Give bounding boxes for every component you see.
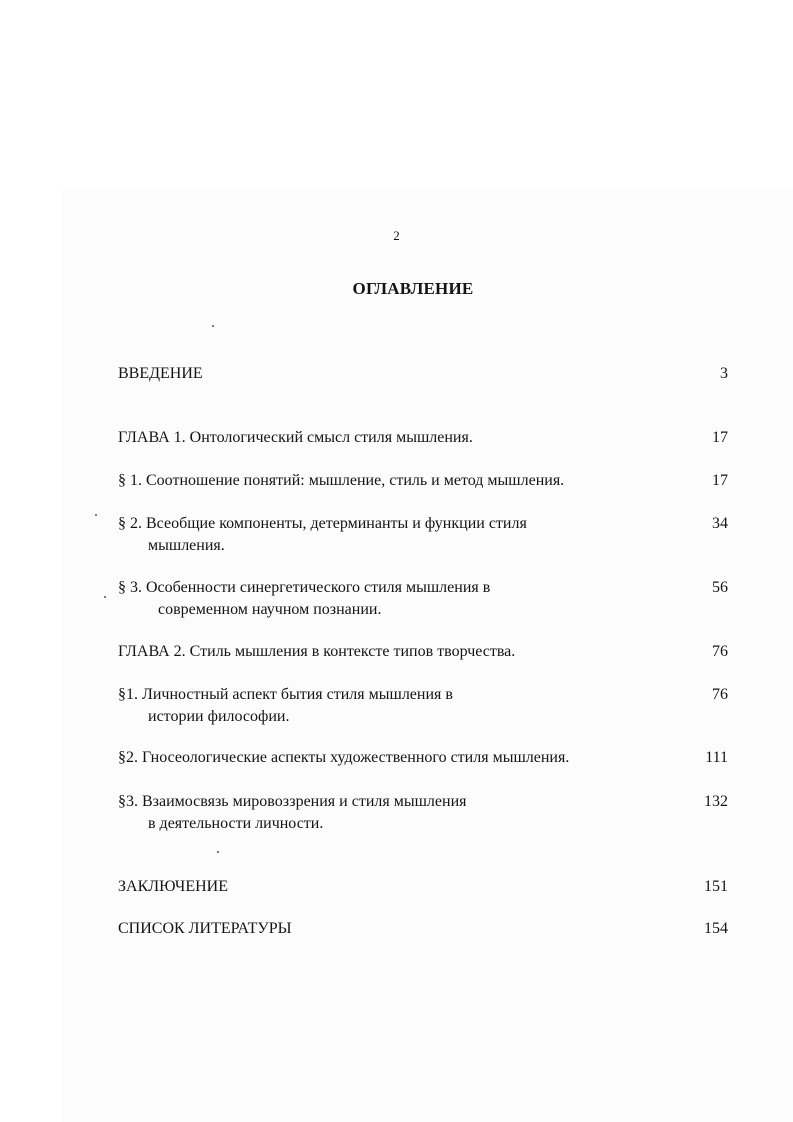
scan-speck — [95, 514, 97, 516]
toc-entry-page: 132 — [704, 793, 728, 810]
toc-entry-text — [118, 577, 683, 621]
toc-entry-text — [118, 791, 683, 835]
scan-speck — [217, 851, 219, 853]
toc-entry-page: 3 — [720, 365, 728, 382]
toc-entry-line: § 3. Особенности синергетического стиля мышления в — [118, 579, 491, 596]
toc-entry-line: в деятельности личности. — [148, 815, 324, 832]
toc-entry-page: 34 — [712, 515, 728, 532]
toc-entry-page: 17 — [712, 472, 728, 489]
toc-entry-line: истории философии. — [148, 708, 290, 725]
toc-entry-line: ВВЕДЕНИЕ — [118, 365, 203, 382]
toc-entry-line: § 1. Соотношение понятий: мышление, стиль и метод мышления. — [118, 472, 565, 489]
toc-entry-text — [118, 684, 683, 728]
toc-entry-line: §3. Взаимосвязь мировоззрения и стиля мышления — [118, 793, 467, 810]
toc-entry-line: §1. Личностный аспект бытия стиля мышления в — [118, 686, 453, 703]
toc-entry-text — [118, 641, 683, 663]
toc-entry-line: СПИСОК ЛИТЕРАТУРЫ — [118, 920, 292, 937]
toc-entry-line: мышления. — [148, 537, 225, 554]
toc-entry-line: §2. Гносеологические аспекты художественного стиля мышления. — [118, 749, 570, 766]
page-title: ОГЛАВЛЕНИЕ — [352, 279, 474, 298]
toc-entry-text — [118, 427, 683, 449]
scan-speck — [104, 596, 106, 598]
toc-entry-line: ЗАКЛЮЧЕНИЕ — [118, 878, 228, 895]
scan-speck — [212, 325, 214, 327]
toc-entry-text — [118, 747, 683, 769]
toc-entry-page: 76 — [712, 686, 728, 703]
toc-entry-page: 151 — [704, 878, 728, 895]
toc-entry-page: 154 — [704, 920, 728, 937]
toc-entry-page: 111 — [705, 749, 728, 766]
toc-entry-text — [118, 363, 683, 385]
toc-entry-page: 76 — [712, 643, 728, 660]
toc-entry-line: § 2. Всеобщие компоненты, детерминанты и функции стиля — [118, 515, 527, 532]
toc-entry-text — [118, 470, 683, 492]
page-number: 2 — [393, 228, 400, 243]
toc-entry-line: ГЛАВА 1. Онтологический смысл стиля мышления. — [118, 429, 473, 446]
toc-entry-line: ГЛАВА 2. Стиль мышления в контексте типов творчества. — [118, 643, 516, 660]
toc-entry-page: 56 — [712, 579, 728, 596]
toc-entry-text — [118, 513, 683, 557]
toc-entry-line: современном научном познании. — [158, 601, 382, 618]
toc-entry-text — [118, 918, 683, 940]
toc-entry-text — [118, 876, 683, 898]
toc-entry-page: 17 — [712, 429, 728, 446]
